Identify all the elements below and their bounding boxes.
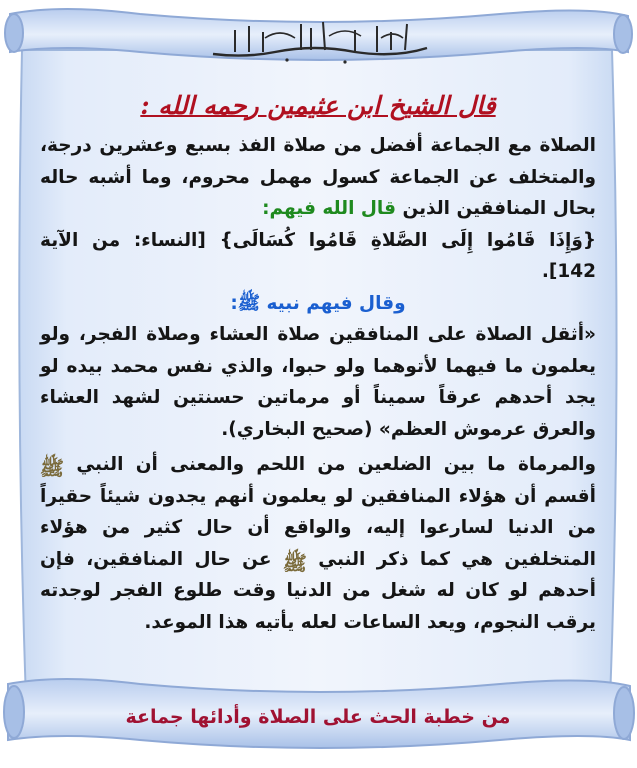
source-footer: من خطبة الحث على الصلاة وأدائها جماعة: [125, 706, 511, 728]
quran-attribution: قال الله فيهم:: [262, 198, 396, 219]
paragraph-prophet-intro: [40, 288, 596, 320]
explanation-part-3: عن حال المنافقين، فإن أحدهم لو كان له شغل من الدنيا وقت طلوع الفجر لوجدته يرقب النجوم، ويعد الساعات لعله يأتيه هذا الموعد.: [40, 548, 596, 633]
intro-text: الصلاة مع الجماعة أفضل من صلاة الفذ بسبع وعشرين درجة، والمتخلف عن الجماعة كسول مهمل محروم، وما أشبه حاله بحال المنافقين الذين: [40, 135, 596, 219]
paragraph-intro: [40, 130, 596, 288]
page-title: قال الشيخ ابن عثيمين رحمه الله :: [140, 91, 496, 120]
paragraph-hadith: «أثقل الصلاة على المنافقين صلاة العشاء وصلاة الفجر، ولو يعلمون ما فيهما لأتوهما ولو حبوا، والذي نفس محمد بيده لو يجد أحدهم عرقاً سميناً أو مرماتين حسنتين لشهد العشاء والعرق عرموش العظم» (صحيح البخاري).: [40, 324, 596, 440]
quran-verse: {وَإِذَا قَامُوا إِلَى الصَّلاةِ قَامُوا كُسَالَى} [النساء: من الآية 142].: [40, 229, 596, 282]
paragraph-explanation: [40, 449, 596, 638]
basmala-calligraphy: [205, 18, 435, 68]
explanation-part-1: والمرماة ما بين الضلعين من اللحم والمعنى أن النبي: [76, 454, 596, 475]
salawat-honorific-icon: ﷺ: [282, 550, 307, 575]
salawat-honorific-icon: ﷺ: [39, 456, 64, 480]
hadith-attribution: وقال فيهم نبيه ﷺ:: [230, 292, 406, 314]
explanation-part-2: أقسم أن هؤلاء المنافقين لو يعلمون أنهم يجدون شيئاً حقيراً من الدنيا لسارعوا إليه، والواقع أن حال كثير من هؤلاء المتخلفين هي كما ذكر النبي: [40, 485, 596, 570]
main-text-block: [40, 88, 596, 638]
